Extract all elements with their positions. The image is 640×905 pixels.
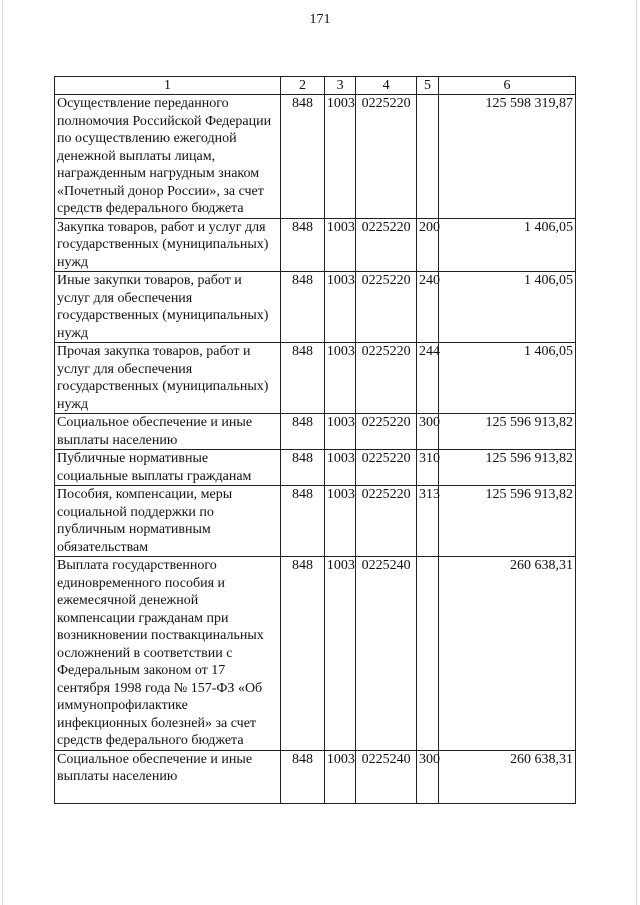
- row-amount: 260 638,31: [438, 557, 575, 751]
- row-amount: 1 406,05: [438, 272, 575, 343]
- row-ministry-code: 848: [280, 95, 324, 219]
- row-target-code: 0225220: [356, 486, 417, 557]
- row-section-code: 1003: [324, 95, 355, 219]
- row-description: Пособия, компенсации, меры социальной поддержки по публичным нормативным обязательствам: [55, 486, 281, 557]
- row-target-code: 0225220: [356, 414, 417, 450]
- header-col-4: 4: [356, 77, 417, 95]
- row-expense-type: 310: [416, 450, 438, 486]
- row-ministry-code: 848: [280, 414, 324, 450]
- row-description: Выплата государственного единовременного пособия и ежемесячной денежной компенсации гражданам при возникновении поствакцинальных осложнений в соответствии с Федеральным законом от 17 сентября 1998 года № 157-ФЗ «Об иммунопрофилактике инфекционных болезней» за счет средств федерального бюджета: [55, 557, 281, 751]
- table-row: [55, 750, 576, 803]
- row-section-code: 1003: [324, 218, 355, 272]
- row-amount: 125 598 319,87: [438, 95, 575, 219]
- budget-table: [54, 76, 576, 804]
- row-section-code: 1003: [324, 343, 355, 414]
- row-section-code: 1003: [324, 272, 355, 343]
- table-row: [55, 450, 576, 486]
- row-target-code: 0225220: [356, 450, 417, 486]
- row-expense-type: 300: [416, 750, 438, 803]
- scan-right-edge: [636, 0, 637, 905]
- row-target-code: 0225240: [356, 750, 417, 803]
- row-amount: 125 596 913,82: [438, 486, 575, 557]
- row-ministry-code: 848: [280, 272, 324, 343]
- table-row: [55, 95, 576, 219]
- page-number: 171: [309, 12, 331, 27]
- header-col-1: 1: [55, 77, 281, 95]
- header-col-3: 3: [324, 77, 355, 95]
- table-row: [55, 486, 576, 557]
- row-description: Прочая закупка товаров, работ и услуг для обеспечения государственных (муниципальных) нужд: [55, 343, 281, 414]
- row-expense-type: 200: [416, 218, 438, 272]
- header-col-5: 5: [416, 77, 438, 95]
- header-row: [55, 77, 576, 95]
- row-section-code: 1003: [324, 450, 355, 486]
- row-expense-type: [416, 95, 438, 219]
- row-section-code: 1003: [324, 750, 355, 803]
- row-section-code: 1003: [324, 414, 355, 450]
- row-target-code: 0225220: [356, 272, 417, 343]
- row-ministry-code: 848: [280, 218, 324, 272]
- row-ministry-code: 848: [280, 450, 324, 486]
- row-ministry-code: 848: [280, 557, 324, 751]
- header-col-2: 2: [280, 77, 324, 95]
- table-row: [55, 218, 576, 272]
- row-amount: 125 596 913,82: [438, 450, 575, 486]
- row-amount: 1 406,05: [438, 343, 575, 414]
- table-row: [55, 414, 576, 450]
- row-description: Закупка товаров, работ и услуг для государственных (муниципальных) нужд: [55, 218, 281, 272]
- row-expense-type: 300: [416, 414, 438, 450]
- table-row: [55, 272, 576, 343]
- row-description: Публичные нормативные социальные выплаты гражданам: [55, 450, 281, 486]
- row-ministry-code: 848: [280, 343, 324, 414]
- row-expense-type: 313: [416, 486, 438, 557]
- scan-left-edge: [2, 0, 3, 905]
- row-amount: 1 406,05: [438, 218, 575, 272]
- row-target-code: 0225220: [356, 343, 417, 414]
- row-expense-type: [416, 557, 438, 751]
- row-description: Иные закупки товаров, работ и услуг для обеспечения государственных (муниципальных) нужд: [55, 272, 281, 343]
- row-description: Социальное обеспечение и иные выплаты населению: [55, 750, 281, 803]
- header-col-6: 6: [438, 77, 575, 95]
- row-target-code: 0225240: [356, 557, 417, 751]
- table-row: [55, 557, 576, 751]
- row-amount: 260 638,31: [438, 750, 575, 803]
- row-section-code: 1003: [324, 557, 355, 751]
- row-expense-type: 240: [416, 272, 438, 343]
- row-expense-type: 244: [416, 343, 438, 414]
- table-row: [55, 343, 576, 414]
- row-target-code: 0225220: [356, 218, 417, 272]
- row-target-code: 0225220: [356, 95, 417, 219]
- row-description: Осуществление переданного полномочия Российской Федерации по осуществлению ежегодной денежной выплаты лицам, награжденным нагрудным знаком «Почетный донор России», за счет средств федерального бюджета: [55, 95, 281, 219]
- row-description: Социальное обеспечение и иные выплаты населению: [55, 414, 281, 450]
- row-section-code: 1003: [324, 486, 355, 557]
- row-ministry-code: 848: [280, 486, 324, 557]
- row-ministry-code: 848: [280, 750, 324, 803]
- row-amount: 125 596 913,82: [438, 414, 575, 450]
